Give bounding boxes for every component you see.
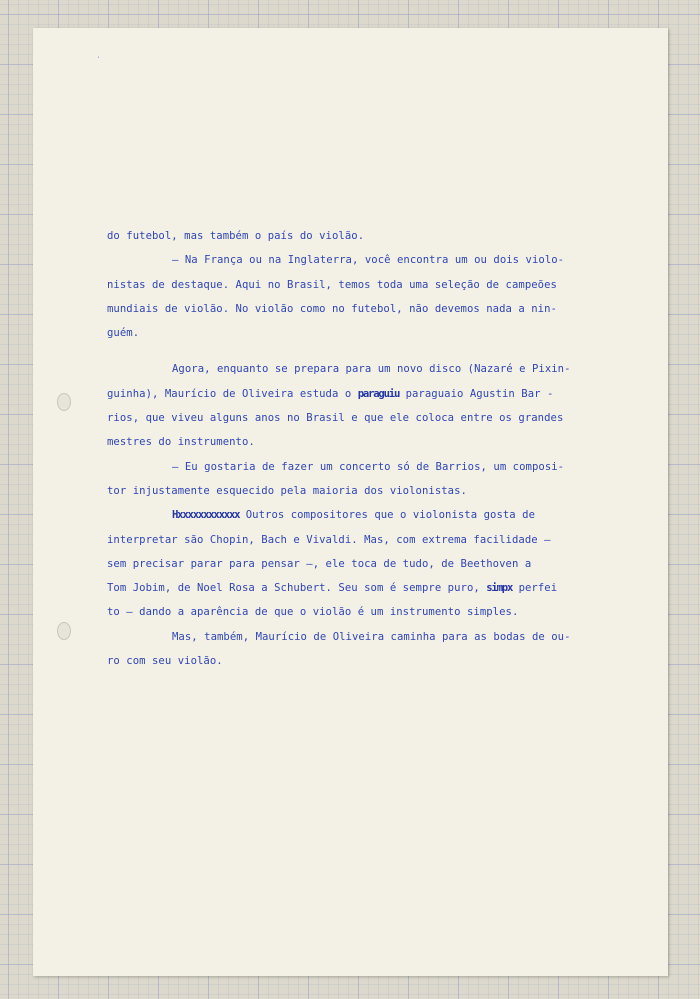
punch-hole bbox=[57, 393, 71, 411]
text-line: rios, que viveu alguns anos no Brasil e que ele coloca entre os grandes bbox=[107, 412, 564, 425]
struck-out-word: Hxxxxxxxxxxxx bbox=[172, 509, 240, 522]
text-segment: guinha), Maurício de Oliveira estuda o bbox=[107, 387, 358, 400]
text-line: Agora, enquanto se prepara para um novo disco (Nazaré e Pixin- bbox=[172, 363, 571, 376]
struck-out-word: simpx bbox=[486, 582, 513, 595]
text-line: ro com seu violão. bbox=[107, 655, 223, 668]
struck-out-word: paraguiu bbox=[357, 387, 400, 400]
text-line: — Eu gostaria de fazer um concerto só de Barrios, um composi- bbox=[172, 460, 565, 473]
ink-mark: ˙ bbox=[96, 56, 101, 65]
text-line bbox=[107, 576, 647, 600]
text-line: do futebol, mas também o país do violão. bbox=[107, 230, 365, 242]
text-segment: perfei bbox=[512, 582, 558, 595]
text-line bbox=[107, 503, 647, 527]
text-line: sem precisar parar para pensar —, ele toca de tudo, de Beethoven a bbox=[107, 557, 532, 570]
text-line: mestres do instrumento. bbox=[107, 436, 255, 449]
text-line: — Na França ou na Inglaterra, você encontra um ou dois violo- bbox=[172, 254, 565, 267]
text-line: interpretar são Chopin, Bach e Vivaldi. Mas, com extrema facilidade — bbox=[107, 533, 551, 546]
text-segment: Tom Jobim, de Noel Rosa a Schubert. Seu som é sempre puro, bbox=[107, 582, 487, 595]
text-segment: Outros compositores que o violonista gosta de bbox=[239, 509, 536, 522]
text-segment: paraguaio Agustin Bar - bbox=[399, 387, 554, 400]
text-line: mundiais de violão. No violão como no futebol, não devemos nada a nin- bbox=[107, 302, 557, 315]
typed-text-body bbox=[107, 224, 647, 673]
text-line bbox=[107, 382, 647, 406]
punch-hole bbox=[57, 622, 71, 640]
text-line: nistas de destaque. Aqui no Brasil, temos toda uma seleção de campeões bbox=[107, 278, 557, 291]
text-line: Mas, também, Maurício de Oliveira caminha para as bodas de ou- bbox=[172, 630, 571, 643]
text-line: to — dando a aparência de que o violão é um instrumento simples. bbox=[107, 606, 519, 619]
text-line: tor injustamente esquecido pela maioria dos violonistas. bbox=[107, 484, 467, 497]
text-line: guém. bbox=[107, 327, 140, 340]
